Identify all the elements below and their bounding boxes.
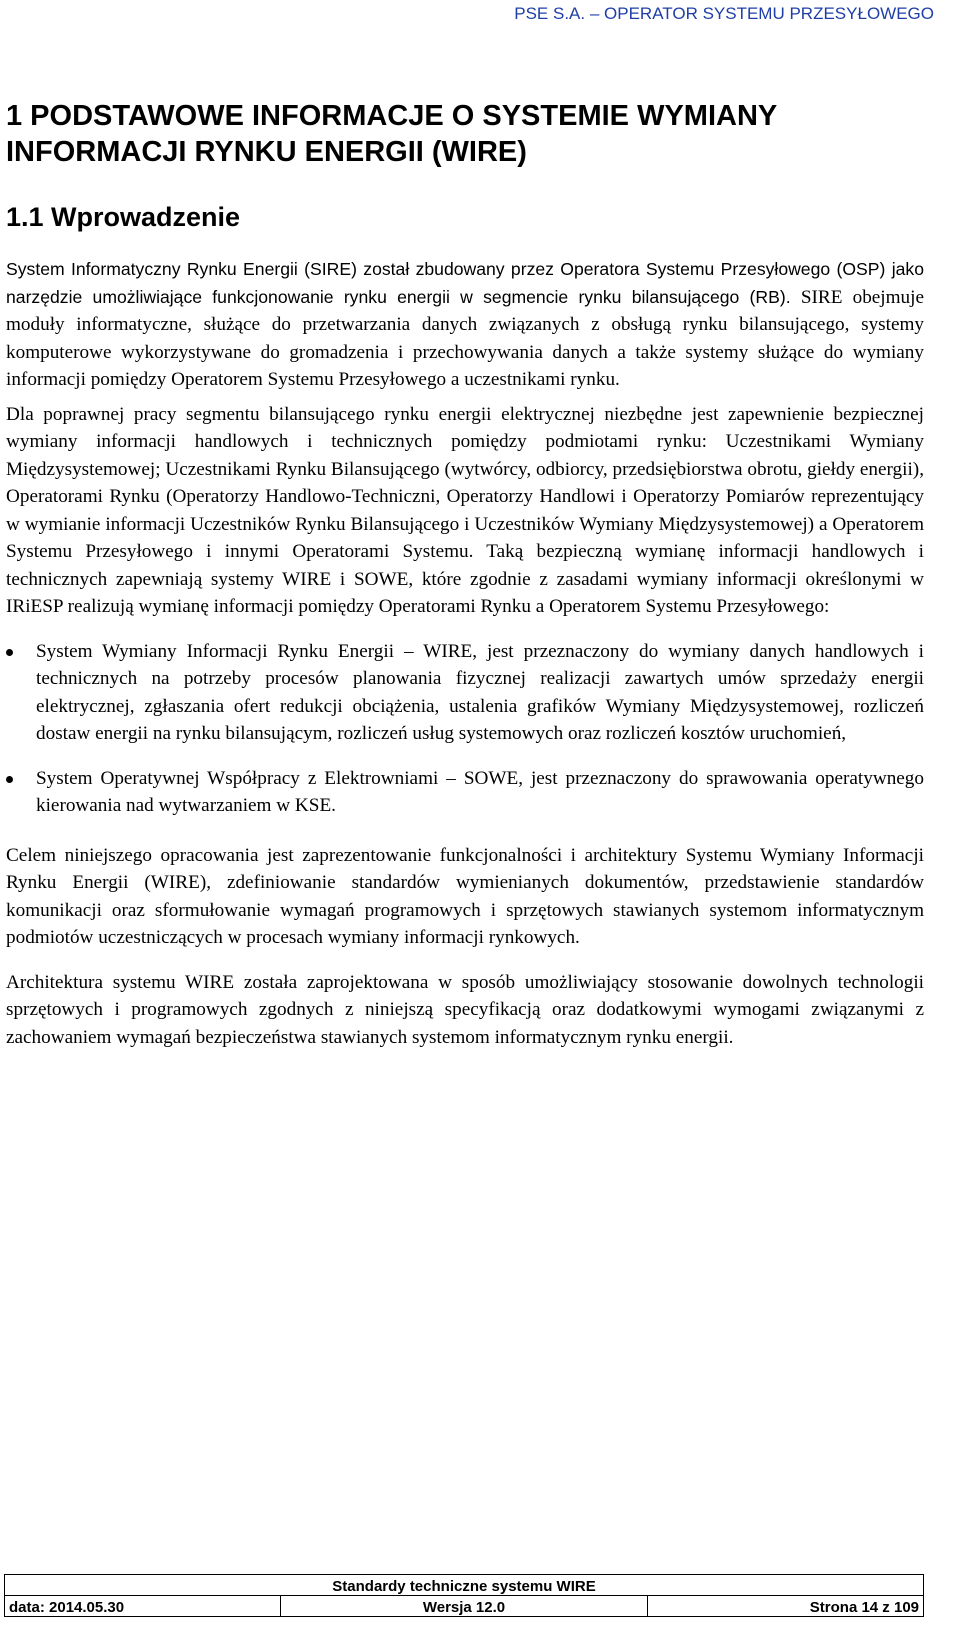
exchange-paragraph: Dla poprawnej pracy segmentu bilansującego rynku energii elektrycznej niezbędne jest zapewnienie bezpiecznej wymiany informacji handlowych i technicznych pomiędzy podmiotami rynku: Uczestnikami Wymiany Międzysystemowej; Uczestnikami Rynku Bilansującego (wytwórcy, odbiorcy, przedsiębiorstwa obrotu, giełdy energii), Operatorami Rynku (Operatorzy Handlowo-Techniczni, Operatorzy Handlowi i Operatorzy Pomiarów reprezentujący w wymianie informacji Uczestników Rynku Bilansującego i Uczestników Wymiany Międzysystemowej) a Operatorem Systemu Przesyłowego i innymi Operatorami Systemu. Taką bezpieczną wymianę informacji handlowych i technicznych zapewniają systemy WIRE i SOWE, które zgodnie z zasadami wymiany informacji określonymi w IRiESP realizują wymianę informacji pomiędzy Operatorami Rynku a Operatorem Systemu Przesyłowego: — [6, 403, 924, 617]
purpose-paragraph: Celem niniejszego opracowania jest zaprezentowanie funkcjonalności i architektury Systemu Wymiany Informacji Rynku Energii (WIRE), zdefiniowanie standardów wymienianych dokumentów, przedstawienie standardów komunikacji oraz sformułowanie wymagań programowych i sprzętowych stawianych systemom informatycznym podmiotów uczestniczących w procesach wymiany informacji rynkowych. — [6, 844, 924, 948]
footer-date: data: 2014.05.30 — [5, 1596, 281, 1617]
footer-title: Standardy techniczne systemu WIRE — [5, 1575, 924, 1596]
bullet-icon — [6, 649, 13, 656]
running-header: PSE S.A. – OPERATOR SYSTEMU PRZESYŁOWEGO — [514, 4, 934, 23]
section-heading: 1 PODSTAWOWE INFORMACJE O SYSTEMIE WYMIANY INFORMACJI RYNKU ENERGII (WIRE) — [6, 100, 777, 168]
list-item — [6, 765, 924, 820]
bullet-icon — [6, 776, 13, 783]
intro-sans-text: System Informatyczny Rynku Energii (SIRE) został zbudowany przez Operatora Systemu Przesyłowego (OSP) jako narzędzie umożliwiające funkcjonowanie rynku energii w segmencie rynku bilansującego (RB). — [6, 259, 924, 307]
subsection-heading: 1.1 Wprowadzenie — [6, 202, 241, 232]
page-footer — [4, 1574, 924, 1617]
list-item — [6, 638, 924, 748]
architecture-paragraph: Architektura systemu WIRE została zaprojektowana w sposób umożliwiający stosowanie dowolnych technologii sprzętowych i programowych zgodnych z niniejszą specyfikacją oraz dodatkowymi wymogami związanymi z zachowaniem wymagań bezpieczeństwa stawianych systemom informatycznym rynku energii. — [6, 971, 924, 1048]
intro-serif-text: SIRE obejmuje moduły informatyczne, służące do przetwarzania danych związanych z obsługą rynku bilansującego, systemy komputerowe wykorzystywane do gromadzenia i przechowywania danych a także systemy służące do wymiany informacji pomiędzy Operatorem Systemu Przesyłowego a uczestnikami rynku. — [6, 286, 924, 390]
list-item-text: System Operatywnej Współpracy z Elektrowniami – SOWE, jest przeznaczony do sprawowania operatywnego kierowania nad wytwarzaniem w KSE. — [36, 767, 924, 816]
intro-paragraph — [6, 256, 924, 394]
page-content — [6, 98, 924, 1051]
list-item-text: System Wymiany Informacji Rynku Energii – WIRE, jest przeznaczony do wymiany danych handlowych i technicznych na potrzeby procesów planowania fizycznej realizacji zawartych umów sprzedaży energii elektrycznej, zgłaszania ofert redukcji obciążenia, ustalenia grafików Wymiany Międzysystemowej, rozliczeń dostaw energii na rynku bilansującym, rozliczeń usług systemowych oraz rozliczeń kosztów uruchomień, — [36, 640, 924, 744]
footer-page-number: Strona 14 z 109 — [648, 1596, 924, 1617]
footer-version: Wersja 12.0 — [280, 1596, 648, 1617]
footer-table — [4, 1574, 924, 1617]
systems-list — [6, 638, 924, 820]
